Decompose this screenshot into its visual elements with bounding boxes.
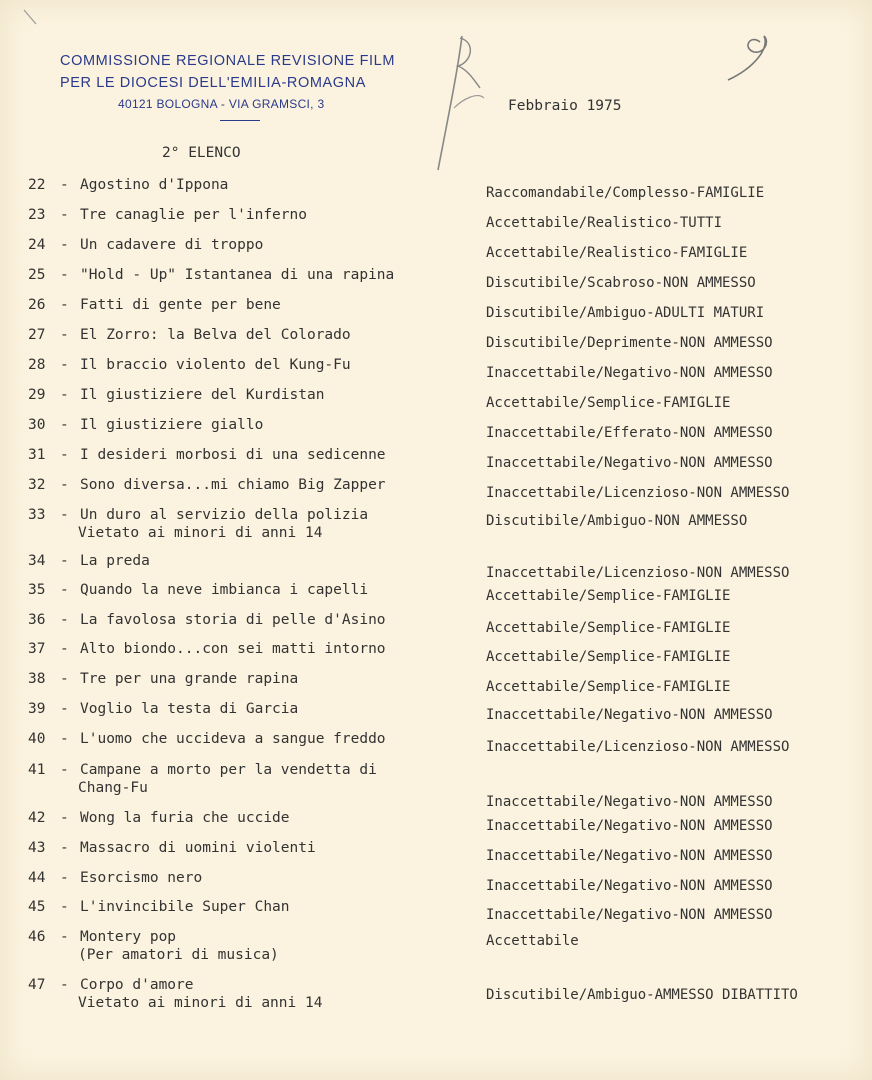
dash-separator: - <box>60 357 69 373</box>
film-number: 41 <box>28 762 46 778</box>
dash-separator: - <box>60 731 69 747</box>
film-number: 36 <box>28 612 46 628</box>
dash-separator: - <box>60 267 69 283</box>
film-title: Esorcismo nero <box>80 870 203 886</box>
film-number: 38 <box>28 671 46 687</box>
film-title: Il braccio violento del Kung-Fu <box>80 357 351 373</box>
film-rating: Inaccettabile/Negativo-NON AMMESSO <box>486 707 773 723</box>
list-title: 2° ELENCO <box>162 145 241 161</box>
film-rating: Inaccettabile/Licenzioso-NON AMMESSO <box>486 739 790 755</box>
film-number: 23 <box>28 207 46 223</box>
film-row <box>0 870 872 894</box>
dash-separator: - <box>60 553 69 569</box>
film-row <box>0 387 872 411</box>
film-title: Quando la neve imbianca i capelli <box>80 582 369 598</box>
film-row <box>0 671 872 695</box>
film-number: 39 <box>28 701 46 717</box>
film-row <box>0 417 872 441</box>
film-row <box>0 762 872 810</box>
dash-separator: - <box>60 297 69 313</box>
film-row <box>0 327 872 351</box>
dash-separator: - <box>60 671 69 687</box>
film-rating: Raccomandabile/Complesso-FAMIGLIE <box>486 185 765 201</box>
org-name-line2: PER LE DIOCESI DELL'EMILIA-ROMAGNA <box>60 75 366 91</box>
dash-separator: - <box>60 810 69 826</box>
film-rating: Accettabile/Semplice-FAMIGLIE <box>486 679 731 695</box>
dash-separator: - <box>60 417 69 433</box>
film-title: Massacro di uomini violenti <box>80 840 316 856</box>
film-title: La favolosa storia di pelle d'Asino <box>80 612 386 628</box>
dash-separator: - <box>60 870 69 886</box>
film-rating: Inaccettabile/Negativo-NON AMMESSO <box>486 455 773 471</box>
film-rating: Accettabile/Realistico-FAMIGLIE <box>486 245 748 261</box>
film-row <box>0 267 872 291</box>
film-title: Montery pop <box>80 929 177 945</box>
dash-separator: - <box>60 929 69 945</box>
film-number: 45 <box>28 899 46 915</box>
film-title: L'invincibile Super Chan <box>80 899 290 915</box>
film-row <box>0 701 872 721</box>
film-title: La preda <box>80 553 150 569</box>
film-rating: Inaccettabile/Licenzioso-NON AMMESSO <box>486 565 790 581</box>
dash-separator: - <box>60 899 69 915</box>
film-rating: Inaccettabile/Licenzioso-NON AMMESSO <box>486 485 790 501</box>
film-number: 31 <box>28 447 46 463</box>
film-title: Agostino d'Ippona <box>80 177 229 193</box>
film-number: 37 <box>28 641 46 657</box>
film-row <box>0 810 872 834</box>
film-rating: Inaccettabile/Negativo-NON AMMESSO <box>486 818 773 834</box>
document-date: Febbraio 1975 <box>508 98 622 114</box>
film-rating: Accettabile/Semplice-FAMIGLIE <box>486 395 731 411</box>
dash-separator: - <box>60 327 69 343</box>
film-row <box>0 357 872 381</box>
handwritten-mark-left <box>428 28 488 178</box>
dash-separator: - <box>60 237 69 253</box>
film-rating: Inaccettabile/Negativo-NON AMMESSO <box>486 794 773 810</box>
film-row <box>0 612 872 636</box>
film-number: 35 <box>28 582 46 598</box>
film-title-continuation: (Per amatori di musica) <box>78 947 279 963</box>
film-title: Voglio la testa di Garcia <box>80 701 299 717</box>
film-row <box>0 641 872 665</box>
film-title: Un duro al servizio della polizia <box>80 507 369 523</box>
film-row <box>0 977 872 1011</box>
dash-separator: - <box>60 477 69 493</box>
film-rating: Discutibile/Ambiguo-NON AMMESSO <box>486 513 748 529</box>
film-row <box>0 237 872 261</box>
film-rating: Discutibile/Ambiguo-ADULTI MATURI <box>486 305 765 321</box>
film-rating: Discutibile/Ambiguo-AMMESSO DIBATTITO <box>486 987 798 1003</box>
org-name-line1: COMMISSIONE REGIONALE REVISIONE FILM <box>60 53 396 69</box>
film-number: 28 <box>28 357 46 373</box>
film-title: I desideri morbosi di una sedicenne <box>80 447 386 463</box>
dash-separator: - <box>60 762 69 778</box>
film-rating: Inaccettabile/Efferato-NON AMMESSO <box>486 425 773 441</box>
film-number: 44 <box>28 870 46 886</box>
film-rating: Inaccettabile/Negativo-NON AMMESSO <box>486 365 773 381</box>
film-row <box>0 207 872 231</box>
film-row <box>0 447 872 471</box>
film-row <box>0 477 872 501</box>
film-number: 24 <box>28 237 46 253</box>
film-row <box>0 899 872 923</box>
film-row <box>0 582 872 602</box>
film-rating: Inaccettabile/Negativo-NON AMMESSO <box>486 848 773 864</box>
film-title: Il giustiziere giallo <box>80 417 264 433</box>
dash-separator: - <box>60 447 69 463</box>
film-row <box>0 177 872 201</box>
film-title: Wong la furia che uccide <box>80 810 290 826</box>
film-title: L'uomo che uccideva a sangue freddo <box>80 731 386 747</box>
film-title: Campane a morto per la vendetta di <box>80 762 377 778</box>
film-rating: Accettabile <box>486 933 579 949</box>
film-number: 40 <box>28 731 46 747</box>
film-rating: Accettabile/Semplice-FAMIGLIE <box>486 588 731 604</box>
film-row <box>0 929 872 963</box>
film-number: 33 <box>28 507 46 523</box>
film-number: 25 <box>28 267 46 283</box>
film-title: Sono diversa...mi chiamo Big Zapper <box>80 477 386 493</box>
film-rating: Discutibile/Scabroso-NON AMMESSO <box>486 275 756 291</box>
film-title: Tre per una grande rapina <box>80 671 299 687</box>
film-number: 29 <box>28 387 46 403</box>
film-title: Alto biondo...con sei matti intorno <box>80 641 386 657</box>
film-row <box>0 553 872 581</box>
film-title: Il giustiziere del Kurdistan <box>80 387 325 403</box>
dash-separator: - <box>60 507 69 523</box>
film-rating: Discutibile/Deprimente-NON AMMESSO <box>486 335 773 351</box>
film-title: El Zorro: la Belva del Colorado <box>80 327 351 343</box>
film-number: 26 <box>28 297 46 313</box>
film-number: 30 <box>28 417 46 433</box>
film-rating: Accettabile/Semplice-FAMIGLIE <box>486 620 731 636</box>
film-rating: Inaccettabile/Negativo-NON AMMESSO <box>486 878 773 894</box>
film-title: Corpo d'amore <box>80 977 194 993</box>
dash-separator: - <box>60 840 69 856</box>
film-number: 43 <box>28 840 46 856</box>
film-title: Tre canaglie per l'inferno <box>80 207 307 223</box>
film-rating: Accettabile/Semplice-FAMIGLIE <box>486 649 731 665</box>
dash-separator: - <box>60 582 69 598</box>
film-number: 32 <box>28 477 46 493</box>
film-title-continuation: Vietato ai minori di anni 14 <box>78 995 323 1011</box>
film-title: Fatti di gente per bene <box>80 297 281 313</box>
film-row <box>0 507 872 541</box>
film-title: "Hold - Up" Istantanea di una rapina <box>80 267 395 283</box>
film-row <box>0 840 872 864</box>
dash-separator: - <box>60 207 69 223</box>
dash-separator: - <box>60 177 69 193</box>
film-title: Un cadavere di troppo <box>80 237 264 253</box>
film-rating: Accettabile/Realistico-TUTTI <box>486 215 723 231</box>
film-rating: Inaccettabile/Negativo-NON AMMESSO <box>486 907 773 923</box>
letterhead <box>60 50 420 121</box>
film-number: 22 <box>28 177 46 193</box>
dash-separator: - <box>60 701 69 717</box>
dash-separator: - <box>60 387 69 403</box>
corner-tick <box>22 8 42 32</box>
handwritten-mark-right <box>724 28 784 84</box>
film-number: 42 <box>28 810 46 826</box>
letterhead-divider <box>220 120 260 121</box>
film-number: 27 <box>28 327 46 343</box>
film-row <box>0 731 872 755</box>
film-number: 34 <box>28 553 46 569</box>
film-title-continuation: Chang-Fu <box>78 780 148 796</box>
dash-separator: - <box>60 612 69 628</box>
org-address: 40121 BOLOGNA - VIA GRAMSCI, 3 <box>118 97 325 111</box>
film-number: 47 <box>28 977 46 993</box>
dash-separator: - <box>60 641 69 657</box>
film-title-continuation: Vietato ai minori di anni 14 <box>78 525 323 541</box>
film-row <box>0 297 872 321</box>
film-number: 46 <box>28 929 46 945</box>
dash-separator: - <box>60 977 69 993</box>
